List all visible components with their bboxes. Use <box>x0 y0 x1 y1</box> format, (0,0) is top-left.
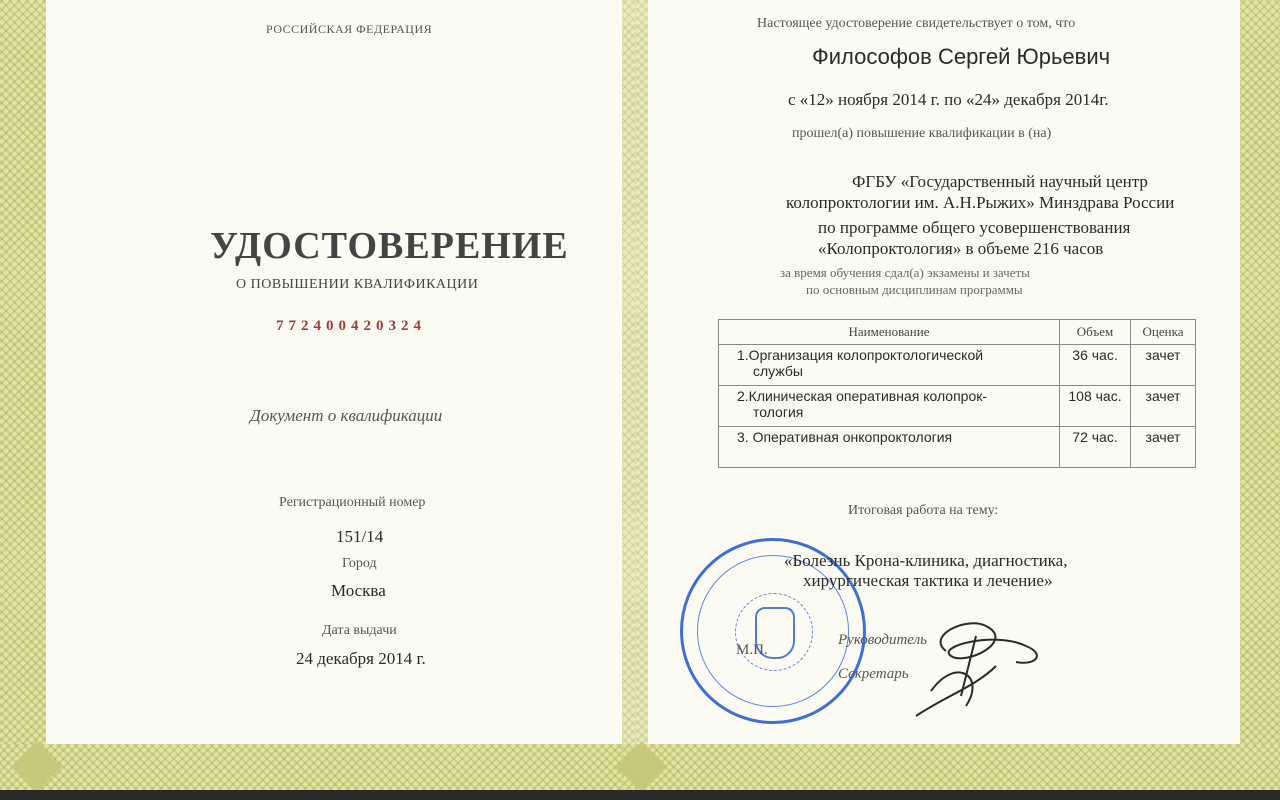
table-row <box>719 345 1196 386</box>
organization-line-1: ФГБУ «Государственный научный центр <box>852 172 1148 191</box>
left-page <box>0 0 636 790</box>
discipline-name-line-1: 3. Оперативная онкопроктология <box>737 429 953 445</box>
ornamental-border-right <box>1240 0 1280 790</box>
city-value: Москва <box>331 581 386 600</box>
ornamental-border-left <box>0 0 46 790</box>
column-header-name: Наименование <box>719 320 1060 345</box>
column-header-grade: Оценка <box>1131 320 1196 345</box>
ornamental-border-fold <box>622 0 636 790</box>
discipline-name-line-1: 2.Клиническая оперативная колопрок- <box>737 388 988 404</box>
discipline-name <box>719 386 1060 427</box>
registration-number-value: 151/14 <box>336 527 384 546</box>
final-work-title-line-1: «Болезнь Крона-клиника, диагностика, <box>784 551 1068 570</box>
secretary-label: Секретарь <box>838 666 909 682</box>
holder-name: Философов Сергей Юрьевич <box>812 44 1111 69</box>
ornamental-border-fold <box>636 0 648 790</box>
discipline-volume: 36 час. <box>1060 345 1131 386</box>
discipline-grade: зачет <box>1131 427 1196 468</box>
passed-training-text: прошел(а) повышение квалификации в (на) <box>792 126 1052 141</box>
table-row <box>719 386 1196 427</box>
signature-head-icon <box>906 596 1056 726</box>
final-work-label: Итоговая работа на тему: <box>848 503 999 518</box>
discipline-volume: 72 час. <box>1060 427 1131 468</box>
document-subtitle: О ПОВЫШЕНИИ КВАЛИФИКАЦИИ <box>236 277 479 292</box>
table-header-row <box>719 320 1196 345</box>
city-label: Город <box>342 556 377 571</box>
final-work-title-line-2: хирургическая тактика и лечение» <box>803 571 1053 590</box>
table-row <box>719 427 1196 468</box>
discipline-name-line-1: 1.Организация колопроктологической <box>737 347 984 363</box>
discipline-name <box>719 427 1060 468</box>
ornamental-border-bottom <box>636 744 1280 790</box>
training-period: с «12» ноября 2014 г. по «24» декабря 2014г. <box>788 90 1109 109</box>
program-line-1: по программе общего усовершенствования <box>818 218 1131 237</box>
document-title: УДОСТОВЕРЕНИЕ <box>210 225 569 267</box>
seal-place-label: М.П. <box>736 642 768 658</box>
scan-edge <box>0 790 1280 800</box>
issue-date-value: 24 декабря 2014 г. <box>296 649 426 668</box>
program-line-2: «Колопроктология» в объеме 216 часов <box>818 239 1104 258</box>
issue-date-label: Дата выдачи <box>322 623 397 638</box>
intro-text: Настоящее удостоверение свидетельствует о том, что <box>757 16 1076 31</box>
discipline-name-line-2: тология <box>753 404 804 420</box>
head-label: Руководитель <box>838 632 927 648</box>
country-label: РОССИЙСКАЯ ФЕДЕРАЦИЯ <box>266 22 433 36</box>
discipline-name <box>719 345 1060 386</box>
column-header-volume: Объем <box>1060 320 1131 345</box>
exams-line-2: по основным дисциплинам программы <box>806 282 1023 297</box>
disciplines-table <box>718 319 1196 468</box>
discipline-name-line-2: службы <box>753 363 803 379</box>
registration-number-label: Регистрационный номер <box>279 495 426 510</box>
document-type: Документ о квалификации <box>250 406 443 425</box>
exams-line-1: за время обучения сдал(а) экзамены и зачеты <box>780 265 1030 280</box>
discipline-grade: зачет <box>1131 345 1196 386</box>
discipline-volume: 108 час. <box>1060 386 1131 427</box>
certificate-number: 772400420324 <box>276 318 426 334</box>
discipline-grade: зачет <box>1131 386 1196 427</box>
ornamental-border-bottom <box>0 744 636 790</box>
organization-line-2: колопроктологии им. А.Н.Рыжих» Минздрава России <box>786 193 1175 212</box>
